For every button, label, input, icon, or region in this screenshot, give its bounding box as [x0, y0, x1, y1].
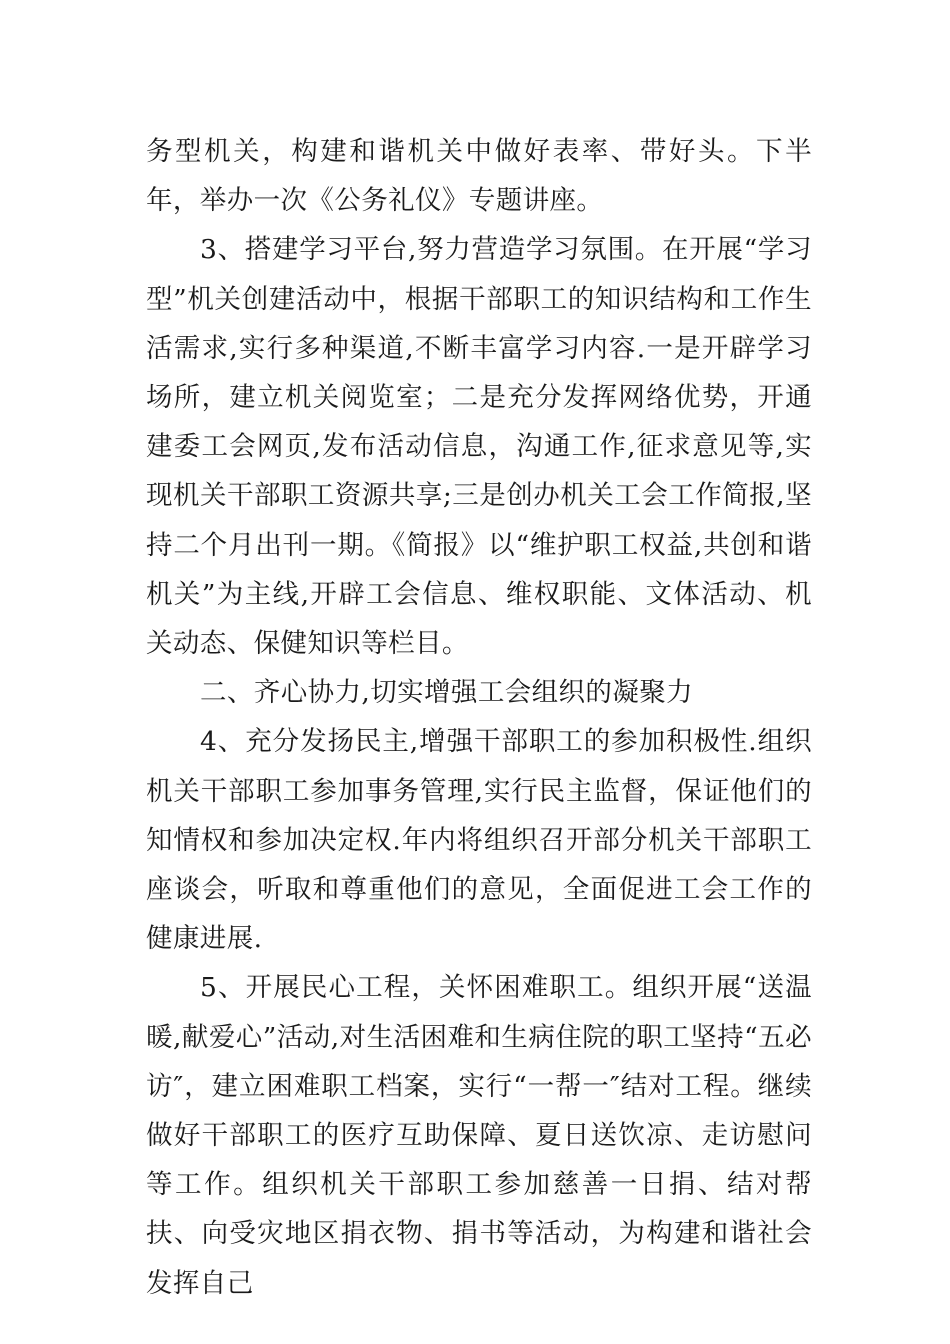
- paragraph-continuation: 务型机关，构建和谐机关中做好表率、带好头。下半年，举办一次《公务礼仪》专题讲座。: [146, 136, 812, 217]
- document-body: [146, 127, 812, 1308]
- paragraph-item-3: 3、搭建学习平台,努力营造学习氛围。在开展“学习型”机关创建活动中，根据干部职工的知识结构和工作生活需求,实行多种渠道,不断丰富学习内容.一是开辟学习场所，建立机关阅览室；二是充分发挥网络优势，开通建委工会网页,发布活动信息，沟通工作,征求意见等,实现机关干部职工资源共享;三是创办机关工会工作简报,坚持二个月出刊一期。《简报》以“维护职工权益,共创和谐机关”为主线,开辟工会信息、维权职能、文体活动、机关动态、保健知识等栏目。: [146, 234, 812, 660]
- paragraph-item-4: 4、充分发扬民主,增强干部职工的参加积极性.组织机关干部职工参加事务管理,实行民主监督，保证他们的知情权和参加决定权.年内将组织召开部分机关干部职工座谈会，听取和尊重他们的意见，全面促进工会工作的健康进展.: [146, 726, 812, 955]
- paragraph-item-5: 5、开展民心工程，关怀困难职工。组织开展“送温暖,献爱心”活动,对生活困难和生病住院的职工坚持“五必访″，建立困难职工档案，实行“一帮一″结对工程。继续做好干部职工的医疗互助保障、夏日送饮凉、走访慰问等工作。组织机关干部职工参加慈善一日捐、结对帮扶、向受灾地区捐衣物、捐书等活动，为构建和谐社会发挥自己: [146, 972, 812, 1299]
- section-heading-2: 二、齐心协力,切实增强工会组织的凝聚力: [200, 677, 694, 709]
